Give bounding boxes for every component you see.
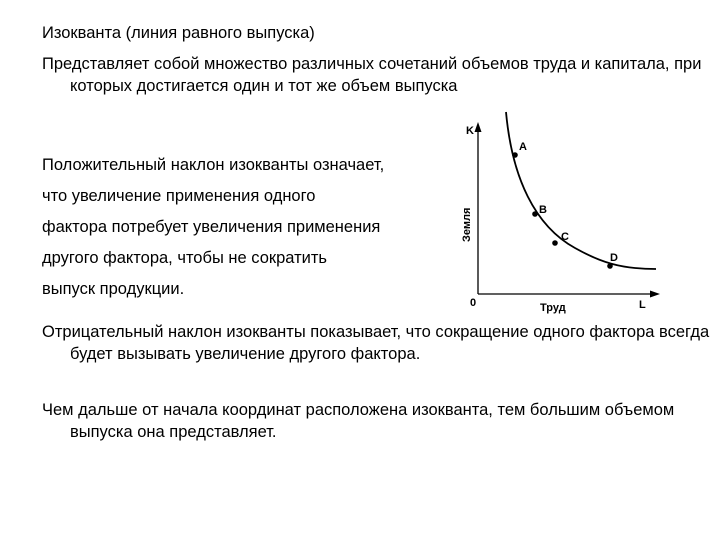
point-c-label: C [561, 231, 569, 243]
positive-slope-paragraph [42, 150, 442, 305]
isoquant-diagram [430, 108, 690, 318]
point-b-label: B [539, 204, 547, 216]
point-a-marker [512, 152, 518, 158]
paragraph-line: что увеличение применения одного [42, 187, 316, 205]
paragraph-line: другого фактора, чтобы не сократить [42, 249, 328, 267]
x-axis-title: Труд [540, 302, 566, 314]
origin-label: 0 [470, 297, 477, 309]
definition-paragraph: Представляет собой множество различных сочетаний объемов труда и капитала, при которых достигается один и тот же объем выпуска [42, 55, 702, 95]
paragraph-line: выпуск продукции. [42, 280, 185, 298]
slide-title: Изокванта (линия равного выпуска) [42, 24, 315, 42]
negative-slope-paragraph: Отрицательный наклон изокванты показывает, что сокращение одного фактора всегда будет вызывать увеличение другого фактора. [42, 323, 710, 363]
isoquant-curve [506, 112, 656, 269]
point-c-marker [552, 240, 558, 246]
x-axis-arrow [650, 291, 660, 298]
point-d-marker [607, 263, 613, 269]
y-axis-title: Земля [461, 207, 473, 242]
distance-paragraph: Чем дальше от начала координат расположена изокванта, тем большим объемом выпуска она представляет. [42, 401, 675, 441]
y-axis-arrow [475, 122, 482, 132]
point-a-label: A [519, 141, 527, 153]
x-axis-label: L [639, 299, 646, 311]
point-d-label: D [610, 252, 618, 264]
paragraph-line: фактора потребует увеличения применения [42, 218, 381, 236]
paragraph-line: Положительный наклон изокванты означает, [42, 156, 385, 174]
point-b-marker [532, 211, 538, 217]
y-axis-label: K [466, 125, 474, 137]
